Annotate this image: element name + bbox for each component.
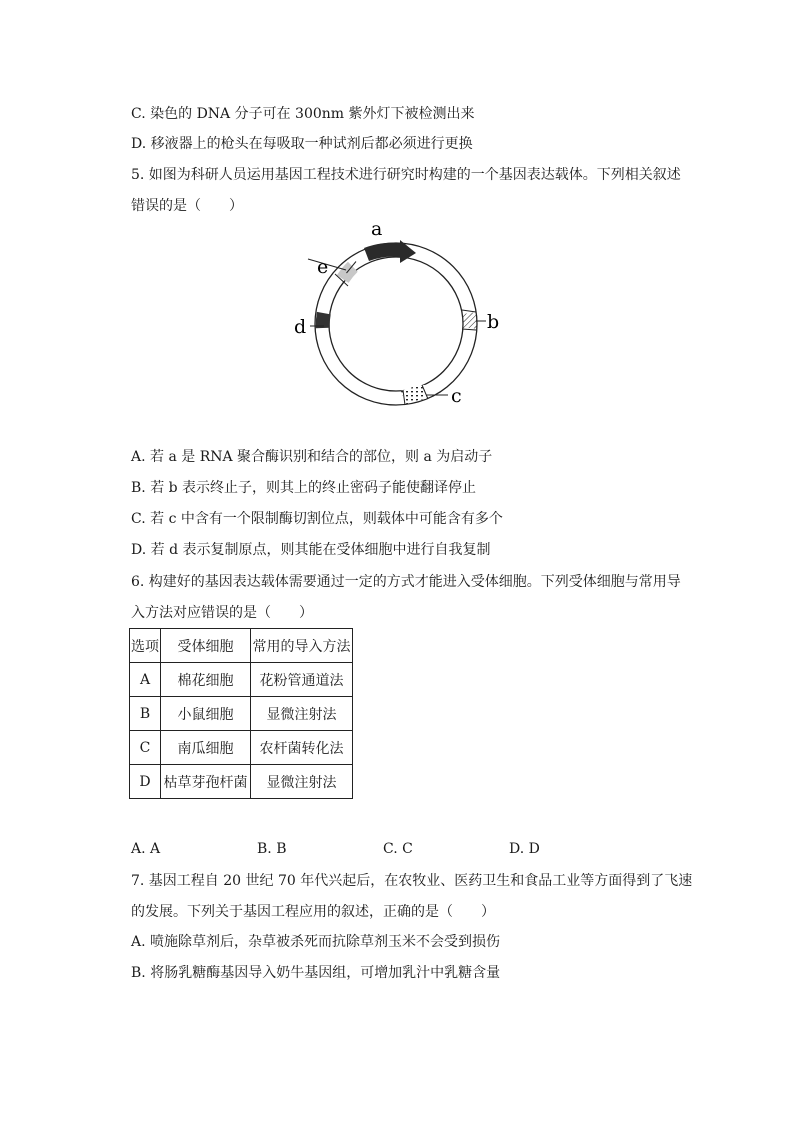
plasmid-vector-diagram <box>290 218 510 413</box>
q7-stem-line2: 的发展。下列关于基因工程应用的叙述，正确的是（ ） <box>131 904 495 920</box>
table-row <box>130 765 353 799</box>
table-header-cell: 受体细胞 <box>161 629 251 663</box>
label-c: c <box>451 385 462 407</box>
label-e: e <box>317 256 329 278</box>
table-cell: A <box>130 663 161 697</box>
table-header-cell: 选项 <box>130 629 161 663</box>
q7-option-b: B. 将肠乳糖酶基因导入奶牛基因组，可增加乳汁中乳糖含量 <box>131 965 501 981</box>
table-row <box>130 663 353 697</box>
q5-option-d: D. 若 d 表示复制原点，则其能在受体细胞中进行自我复制 <box>131 542 491 558</box>
q7-stem-line1: 7. 基因工程自 20 世纪 70 年代兴起后，在农牧业、医药卫生和食品工业等方面得到了飞速 <box>131 873 693 889</box>
table-row <box>130 697 353 731</box>
table-cell: 显微注射法 <box>251 765 353 799</box>
q5-option-a: A. 若 a 是 RNA 聚合酶识别和结合的部位，则 a 为启动子 <box>131 449 493 465</box>
table-header-row <box>130 629 353 663</box>
segment-b <box>469 313 470 328</box>
q6-options-row <box>131 839 691 859</box>
q5-stem-line1: 5. 如图为科研人员运用基因工程技术进行研究时构建的一个基因表达载体。下列相关叙述 <box>131 167 681 183</box>
q6-stem-line2: 入方法对应错误的是（ ） <box>131 605 313 621</box>
segment-e <box>343 267 353 279</box>
table-cell: 花粉管通道法 <box>251 663 353 697</box>
plasmid-outer-ring <box>315 243 477 405</box>
table-cell: 农杆菌转化法 <box>251 731 353 765</box>
q5-option-b: B. 若 b 表示终止子，则其上的终止密码子能使翻译停止 <box>131 480 477 496</box>
table-row <box>130 731 353 765</box>
table-cell: 枯草芽孢杆菌 <box>161 765 251 799</box>
q7-option-a: A. 喷施除草剂后，杂草被杀死而抗除草剂玉米不会受到损伤 <box>131 934 501 950</box>
q6-option-c: C. C <box>383 841 413 857</box>
table-cell: 显微注射法 <box>251 697 353 731</box>
q4-option-c: C. 染色的 DNA 分子可在 300nm 紫外灯下被检测出来 <box>131 106 475 122</box>
table-cell: D <box>130 765 161 799</box>
table-header-cell: 常用的导入方法 <box>251 629 353 663</box>
q5-option-c: C. 若 c 中含有一个限制酶切割位点，则载体中可能含有多个 <box>131 511 503 527</box>
label-a: a <box>371 218 383 240</box>
table-cell: 南瓜细胞 <box>161 731 251 765</box>
label-b: b <box>487 311 500 333</box>
segment-c <box>404 392 426 398</box>
table-cell: C <box>130 731 161 765</box>
segment-a-arrow-body <box>367 250 403 255</box>
label-d: d <box>294 316 307 338</box>
q6-option-d: D. D <box>509 841 540 857</box>
q5-stem-line2: 错误的是（ ） <box>131 198 243 214</box>
table-cell: 小鼠细胞 <box>161 697 251 731</box>
q6-option-a: A. A <box>131 841 161 857</box>
table-cell: 棉花细胞 <box>161 663 251 697</box>
q4-option-d: D. 移液器上的枪头在每吸取一种试剂后都必须进行更换 <box>131 136 473 152</box>
q6-option-b: B. B <box>257 841 287 857</box>
table-cell: B <box>130 697 161 731</box>
q6-stem-line1: 6. 构建好的基因表达载体需要通过一定的方式才能进入受体细胞。下列受体细胞与常用导 <box>131 574 681 590</box>
q6-table <box>129 628 353 799</box>
